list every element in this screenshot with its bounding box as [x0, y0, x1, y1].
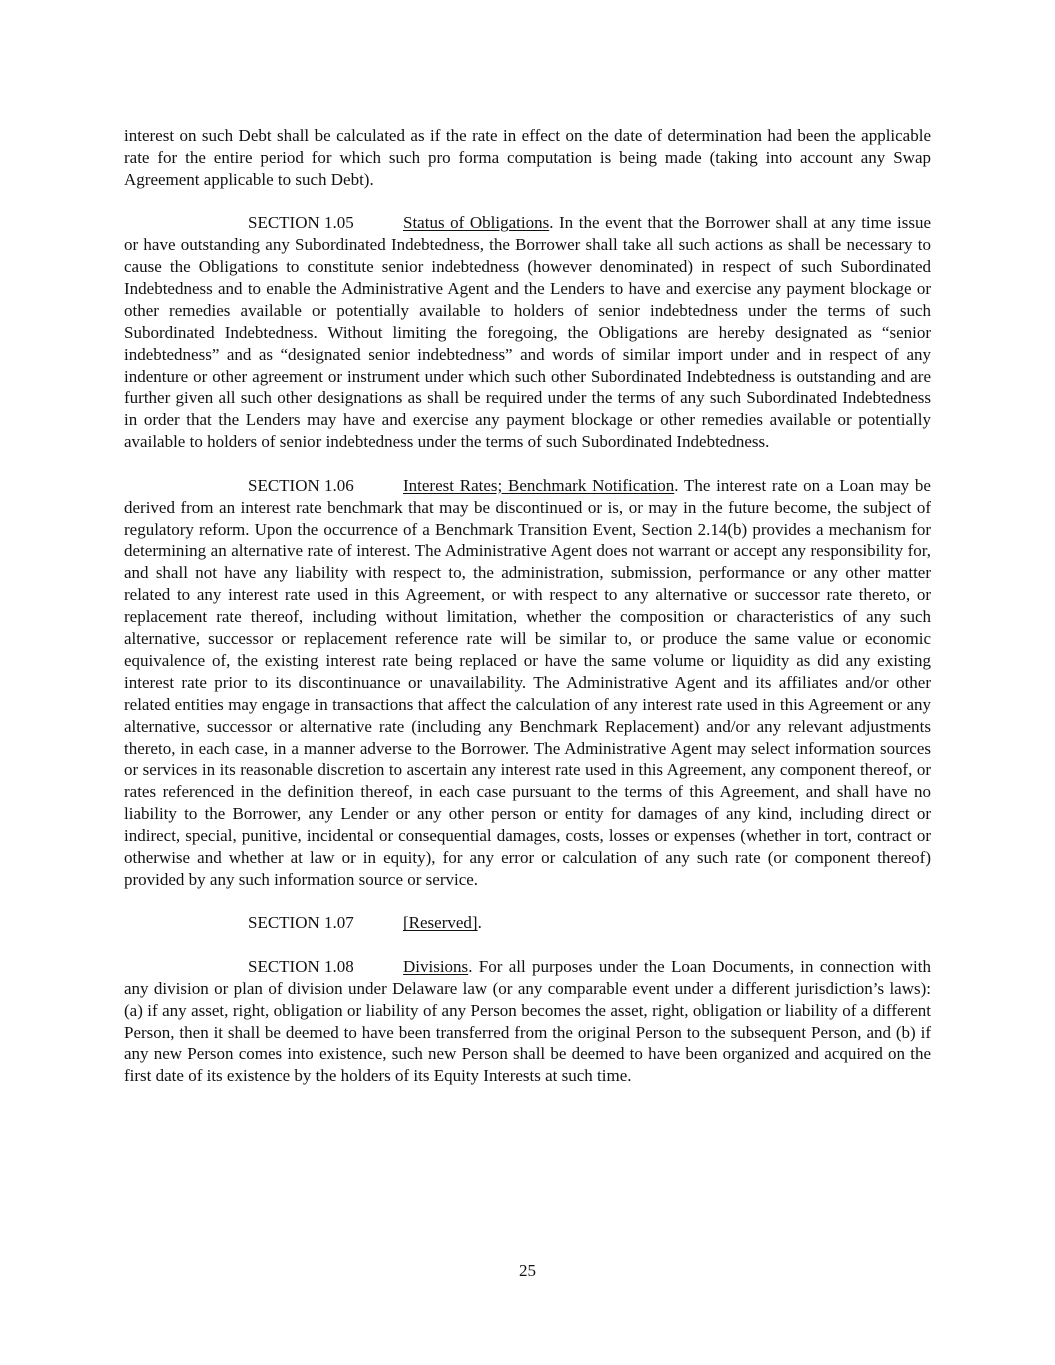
- page-number: 25: [519, 1261, 536, 1280]
- section-title: Interest Rates; Benchmark Notification: [403, 475, 675, 495]
- section-number: SECTION 1.08: [248, 956, 354, 976]
- section-title: [Reserved]: [403, 913, 478, 933]
- section-title-period: .: [477, 913, 482, 933]
- intro-paragraph: interest on such Debt shall be calculated as if the rate in effect on the date of determination had been the applicable rate for the entire period for which such pro forma computation is being made (taking into account any Swap Agreement applicable to such Debt).: [124, 126, 931, 189]
- section-title-period: .: [674, 475, 679, 495]
- section-title-period: .: [549, 213, 554, 233]
- section-1-05: [124, 212, 931, 453]
- section-body: In the event that the Borrower shall at any time issue or have outstanding any Subordinated Indebtedness, the Borrower shall take all such actions as shall be necessary to cause the Obligations to constitute senior indebtedness (however denominated) in respect of such Subordinated Indebtedness and to enable the Administrative Agent and the Lenders to have and exercise any payment blockage or other remedies available or potentially available to holders of senior indebtedness under the terms of such Subordinated Indebtedness. Without limiting the foregoing, the Obligations are hereby designated as “senior indebtedness” and as “designated senior indebtedness” and words of similar import under and in respect of any indenture or other agreement or instrument under which such other Subordinated Indebtedness is outstanding and are further given all such other designations as shall be required under the terms of any such Subordinated Indebtedness in order that the Lenders may have and exercise any payment blockage or other remedies available or potentially available to holders of senior indebtedness under the terms of such Subordinated Indebtedness.: [124, 213, 931, 452]
- section-1-07: [124, 912, 931, 934]
- section-title-period: .: [468, 956, 473, 976]
- section-1-06: [124, 475, 931, 891]
- section-1-08: [124, 956, 931, 1087]
- section-body: The interest rate on a Loan may be derived from an interest rate benchmark that may be discontinued or is, or may in the future become, the subject of regulatory reform. Upon the occurrence of a Benchmark Transition Event, Section 2.14(b) provides a mechanism for determining an alternative rate of interest. The Administrative Agent does not warrant or accept any responsibility for, and shall not have any liability with respect to, the administration, submission, performance or any other matter related to any interest rate used in this Agreement, or with respect to any alternative or successor rate thereto, or replacement rate thereof, including without limitation, whether the composition or characteristics of any such alternative, successor or replacement reference rate will be similar to, or produce the same value or economic equivalence of, the existing interest rate being replaced or have the same volume or liquidity as did any existing interest rate prior to its discontinuance or unavailability. The Administrative Agent and its affiliates and/or other related entities may engage in transactions that affect the calculation of any interest rate used in this Agreement or any alternative, successor or alternative rate (including any Benchmark Replacement) and/or any relevant adjustments thereto, in each case, in a manner adverse to the Borrower. The Administrative Agent may select information sources or services in its reasonable discretion to ascertain any interest rate used in this Agreement, any component thereof, or rates referenced in the definition thereof, in each case pursuant to the terms of this Agreement, and shall have no liability to the Borrower, any Lender or any other person or entity for damages of any kind, including direct or indirect, special, punitive, incidental or consequential damages, costs, losses or expenses (whether in tort, contract or otherwise and whether at law or in equity), for any error or calculation of any such rate (or component thereof) provided by any such information source or service.: [124, 475, 931, 889]
- section-title: Divisions: [403, 956, 469, 976]
- section-number: SECTION 1.07: [248, 913, 354, 933]
- section-number: SECTION 1.05: [248, 213, 354, 233]
- section-body: For all purposes under the Loan Documents, in connection with any division or plan of division under Delaware law (or any comparable event under a different jurisdiction’s laws): (a) if any asset, right, obligation or liability of any Person becomes the asset, right, obligation or liability of a different Person, then it shall be deemed to have been transferred from the original Person to the subsequent Person, and (b) if any new Person comes into existence, such new Person shall be deemed to have been organized and acquired on the first date of its existence by the holders of its Equity Interests at such time.: [124, 956, 931, 1086]
- section-title: Status of Obligations: [403, 213, 550, 233]
- document-page: [124, 125, 931, 1109]
- section-number: SECTION 1.06: [248, 475, 354, 495]
